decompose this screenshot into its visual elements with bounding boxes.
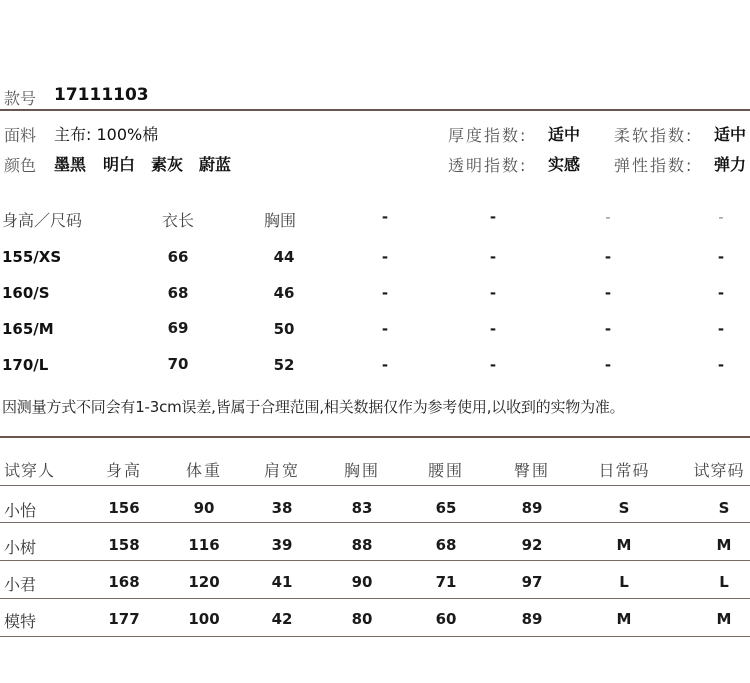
size-cell: 44 <box>273 248 295 266</box>
tryon-header: 试穿人 <box>4 461 56 480</box>
table-row-divider <box>0 560 750 561</box>
tryon-header: 臀围 <box>513 461 550 480</box>
tryon-cell: 100 <box>188 610 220 628</box>
tryon-header: 胸围 <box>343 461 380 480</box>
mid-rule <box>0 436 750 438</box>
tryon-cell: M <box>616 536 632 554</box>
tryon-cell: 71 <box>435 573 457 591</box>
tryon-cell: 120 <box>188 573 220 591</box>
tryon-cell: 38 <box>271 499 293 517</box>
tryon-name: 小怡 <box>4 501 37 520</box>
tryon-cell: 89 <box>521 610 543 628</box>
measurement-note: 因测量方式不同会有1-3cm误差,皆属于合理范围,相关数据仅作为参考使用,以收到的实物为准。 <box>2 398 625 416</box>
table-row-divider <box>0 485 750 486</box>
tryon-cell: 177 <box>108 610 140 628</box>
transparency-index-value: 实感 <box>548 155 581 174</box>
color-value: 蔚蓝 <box>199 155 232 174</box>
size-row-label: 165/M <box>2 320 54 338</box>
style-no-label: 款号 <box>4 89 37 108</box>
tryon-name: 模特 <box>4 612 37 631</box>
color-value: 墨黑 <box>54 155 87 174</box>
tryon-cell: 92 <box>521 536 543 554</box>
size-cell: - <box>717 320 725 338</box>
tryon-cell: M <box>716 536 732 554</box>
size-cell: 52 <box>273 356 295 374</box>
fabric-value: 主布: 100%棉 <box>54 125 159 144</box>
tryon-cell: 39 <box>271 536 293 554</box>
tryon-cell: 90 <box>351 573 373 591</box>
tryon-cell: 168 <box>108 573 140 591</box>
size-cell: - <box>381 356 389 374</box>
tryon-cell: M <box>716 610 732 628</box>
tryon-cell: 80 <box>351 610 373 628</box>
tryon-cell: 116 <box>188 536 220 554</box>
color-value: 明白 <box>103 155 136 174</box>
size-cell: 66 <box>167 248 189 266</box>
size-cell: - <box>604 284 612 302</box>
size-cell: 46 <box>273 284 295 302</box>
table-row-divider <box>0 522 750 523</box>
size-row-label: 155/XS <box>2 248 62 266</box>
tryon-cell: 60 <box>435 610 457 628</box>
tryon-header: 身高 <box>105 461 142 480</box>
tryon-cell: 65 <box>435 499 457 517</box>
tryon-cell: 90 <box>193 499 215 517</box>
size-header: - <box>381 208 389 226</box>
thickness-index-label: 厚度指数: <box>448 126 528 145</box>
colors-label: 颜色 <box>4 156 37 175</box>
thickness-index-value: 适中 <box>548 125 581 144</box>
tryon-header: 腰围 <box>427 461 464 480</box>
tryon-cell: 158 <box>108 536 140 554</box>
size-header: 衣长 <box>161 211 194 230</box>
size-cell: - <box>717 248 725 266</box>
size-cell: - <box>381 320 389 338</box>
tryon-header: 体重 <box>185 461 222 480</box>
elasticity-index-value: 弹力 <box>714 155 747 174</box>
fabric-label: 面料 <box>4 126 37 145</box>
size-header: - <box>718 208 724 226</box>
size-cell: - <box>717 356 725 374</box>
size-cell: - <box>381 284 389 302</box>
tryon-cell: 156 <box>108 499 140 517</box>
tryon-header: 肩宽 <box>263 461 300 480</box>
size-cell: - <box>604 248 612 266</box>
top-rule <box>0 109 750 111</box>
size-cell: - <box>489 284 497 302</box>
tryon-cell: 41 <box>271 573 293 591</box>
tryon-cell: S <box>718 499 730 517</box>
tryon-cell: 68 <box>435 536 457 554</box>
tryon-cell: S <box>618 499 630 517</box>
size-header: - <box>489 208 497 226</box>
size-header: 胸围 <box>263 211 296 230</box>
table-bottom-rule <box>0 636 750 637</box>
softness-index-value: 适中 <box>714 125 747 144</box>
tryon-cell: 83 <box>351 499 373 517</box>
size-row-label: 160/S <box>2 284 50 302</box>
size-cell: 70 <box>167 355 189 373</box>
style-no-value: 17111103 <box>54 85 149 105</box>
size-cell: - <box>489 356 497 374</box>
transparency-index-label: 透明指数: <box>448 156 528 175</box>
tryon-cell: 42 <box>271 610 293 628</box>
size-cell: 69 <box>167 319 189 337</box>
tryon-cell: 88 <box>351 536 373 554</box>
size-header: - <box>605 208 611 226</box>
tryon-name: 小君 <box>4 575 37 594</box>
size-row-label: 170/L <box>2 356 49 374</box>
softness-index-label: 柔软指数: <box>614 126 694 145</box>
size-cell: - <box>381 248 389 266</box>
size-cell: - <box>717 284 725 302</box>
tryon-cell: 97 <box>521 573 543 591</box>
tryon-name: 小树 <box>4 538 37 557</box>
tryon-cell: 89 <box>521 499 543 517</box>
size-cell: - <box>489 320 497 338</box>
elasticity-index-label: 弹性指数: <box>614 156 694 175</box>
tryon-cell: L <box>719 573 729 591</box>
tryon-cell: M <box>616 610 632 628</box>
size-header: 身高／尺码 <box>2 211 83 230</box>
size-cell: - <box>489 248 497 266</box>
tryon-header: 试穿码 <box>693 461 745 480</box>
color-value: 素灰 <box>151 155 184 174</box>
size-cell: - <box>604 356 612 374</box>
size-cell: - <box>604 320 612 338</box>
tryon-cell: L <box>619 573 629 591</box>
size-cell: 68 <box>167 284 189 302</box>
size-cell: 50 <box>273 320 295 338</box>
tryon-header: 日常码 <box>598 461 650 480</box>
table-row-divider <box>0 598 750 599</box>
